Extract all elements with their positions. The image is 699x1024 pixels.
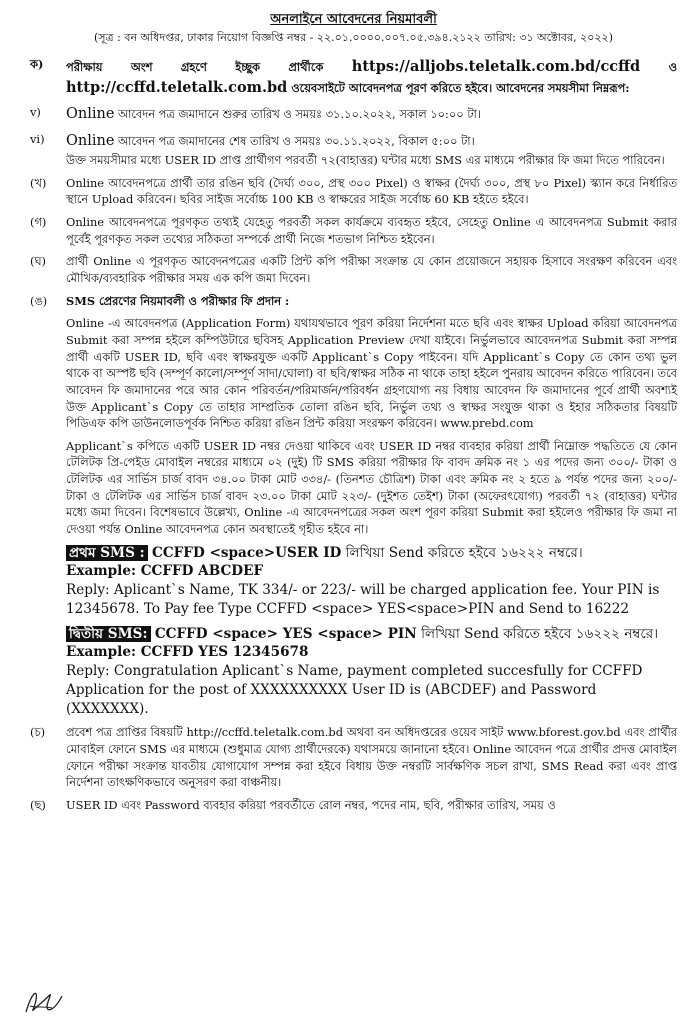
source-reference: (সূত্র : বন অধিদপ্তর, ঢাকার নিয়োগ বিজ্ঞপ্তি নম্বর - ২২.০১.০০০০.০০৭.০৫.৩৯৪.২১২২ তারিখ: ৩১ অক্টোবর, ২০২২) (93, 30, 613, 44)
first-sms-example: Example: CCFFD ABCDEF (66, 563, 264, 580)
item-text (66, 56, 677, 98)
fee-paragraph: Applicant`s কপিতে একটি USER ID নম্বর দেওয়া থাকিবে এবং USER ID নম্বর ব্যবহার করিয়া প্রার্থী নিম্নোক্ত পদ্ধতিতে যে কোন টেলিটক প্রি-পেইড মোবাইল নম্বরের মাধ্যমে ০২ (দুই) টি SMS করিয়া পরীক্ষার ফি বাবদ ক্রমিক নং ১ এর পদের জন্য ৩০০/- টাকা ও টেলিটক এর সার্ভিস চার্জ বাবদ ৩৪.০০ টাকা মোট ৩৩৪/- (তিনশত চৌত্রিশ) টাকা এবং ক্রমিক নং ২ হতে ৯ পর্যন্ত পদের জন্য ২০০/- টাকা ও টেলিটক এর সার্ভিস চার্জ বাবদ ২৩.০০ টাকা মোট ২২৩/- (দুইশত তেইশ) টাকা (অফেরৎযোগ্য) পরবর্তী ৭২ (বাহাত্তর) ঘন্টার মধ্যে জমা দিবেন। বিশেষভাবে উল্লেখ্য, Online -এ আবেদনপত্রের সকল অংশ পূরণ করিয়া Submit করা হইলেও পরীক্ষার ফি জমা না দেওয়া পর্যন্ত Online আবেদনপত্র কোন অবস্থাতেই গৃহীত হইবে না। (66, 438, 677, 536)
second-sms-example: Example: CCFFD YES 12345678 (66, 644, 309, 661)
item-marker: (ছ) (30, 797, 46, 812)
item-uma (30, 293, 677, 310)
application-paragraph (66, 315, 677, 431)
sms-deadline-note: উক্ত সময়সীমার মধ্যে USER ID প্রাপ্ত প্রার্থীগণ পরবর্তী ৭২(বাহাত্তর) ঘন্টার মধ্যে SMS এর মাধ্যমে পরীক্ষার ফি জমা দিতে পারিবেন। (66, 153, 665, 168)
item-text: প্রার্থী Online এ পূরণকৃত আবেদনপত্রের একটি প্রিন্ট কপি পরীক্ষা সংক্রান্ত যে কোন প্রয়োজনে সহায়ক হিসাবে সংরক্ষণ করিবেন এবং মৌখিক/ব্যবহারিক পরীক্ষার সময় এক কপি জমা দিবেন। (66, 254, 677, 286)
online-term: Online (66, 105, 115, 122)
watermark-text: www.prebd.com (440, 416, 534, 431)
item-marker: v) (30, 104, 41, 119)
second-sms-label: দ্বিতীয় SMS: (66, 626, 151, 642)
item-cha (30, 724, 677, 791)
item-text: প্রবেশ পত্র প্রাপ্তির বিষয়টি http://ccffd.teletalk.com.bd অথবা বন অধিদপ্তরের ওয়েব সাইট www.bforest.gov.bd এবং প্রার্থীর মোবাইল ফোনে SMS এর মাধ্যমে (শুধুমাত্র যোগ্য প্রার্থীদেরকে) যথাসময়ে জানানো হইবে। Online আবেদন পত্রে প্রার্থীর প্রদত্ত মোবাইল ফোনে পরীক্ষা সংক্রান্ত যাবতীয় যোগাযোগ সম্পন্ন করা হইবে বিধায় উক্ত নম্বরটি সার্বক্ষণিক সচল রাখা, SMS Read করা এবং প্রাপ্ত নির্দেশনা তাৎক্ষণিকভাবে অনুসরণ করা বাঞ্চনীয়। (66, 725, 677, 790)
item-marker: vi) (30, 132, 45, 147)
application-paragraph-text: Online -এ আবেদনপত্র (Application Form) যথাযথভাবে পূরণ করিয়া নির্দেশনা মতে ছবি এবং স্বাক্ষর Upload করিয়া আবেদনপত্র Submit করা সম্পন্ন হইলে কম্পিউটারে ছবিসহ Application Preview দেখা যাইবে। নির্ভুলভাবে আবেদনপত্র Submit করা সম্পন্ন প্রার্থী একটি USER ID, ছবি এবং স্বাক্ষরযুক্ত একটি Applicant`s Copy পাইবেন। যদি Applicant`s Copy তে কোন তথ্য ভুল থাকে বা অস্পষ্ট ছবি (সম্পূর্ণ কালো/সম্পূর্ণ সাদা/ঘোলা) বা ছবি/স্বাক্ষর সঠিক না থাকে তাহা হইলে পুনরায় আবেদন করিতে পারিবেন। তবে আবেদন ফি জমাদানের পরে আর কোন পরিবর্তন/পরিমার্জন/পরিবর্ধন গ্রহণযোগ্য নয় বিধায় আবেদন ফি জমাদানের পূর্বে প্রার্থী অবশ্যই উক্ত Applicant`s Copy তে তাহার সাম্প্রতিক তোলা রঙিন ছবি, নির্ভুল তথ্য ও স্বাক্ষর সংযুক্ত থাকা ও ইহার সঠিকতার বিষয়টি পিডিএফ কপি ডাউনলোডপূর্বক নিশ্চিত করিয়া রঙিন প্রিন্ট করিয়া সংরক্ষণ করিবেন। (66, 316, 677, 431)
item-gha (30, 253, 677, 286)
item-marker: (চ) (30, 725, 46, 740)
ka-conjunction: ও (668, 59, 678, 74)
ccffd-link[interactable]: http://ccffd.teletalk.com.bd (66, 78, 288, 96)
first-sms-line (66, 544, 677, 563)
item-v (30, 104, 677, 125)
item-text: USER ID এবং Password ব্যবহার করিয়া পরবর্তীতে রোল নম্বর, পদের নাম, ছবি, পরীক্ষার তারিখ, সময় ও (66, 797, 556, 812)
item-marker: (খ) (30, 175, 47, 190)
start-date-text: আবেদন পত্র জমাদানে শুরুর তারিখ ও সময়ঃ ৩১.১০.২০২২, সকাল ১০:০০ টা। (118, 106, 481, 121)
item-text (66, 131, 677, 169)
item-marker: ক) (30, 56, 44, 71)
item-ka (30, 56, 677, 98)
item-text: Online আবেদনপত্রে পূরণকৃত তথ্যই যেহেতু পরবর্তী সকল কার্যক্রমে ব্যবহৃত হইবে, সেহেতু Online এ আবেদনপত্র Submit করার পূর্বেই পূরণকৃত সকল তথ্যের সঠিকতা সম্পর্কে প্রার্থী নিজে শতভাগ নিশ্চিত হইবেন। (66, 215, 677, 246)
item-marker: (ঘ) (30, 254, 46, 269)
signature-icon (22, 982, 64, 1018)
sms-section-heading: SMS প্রেরণের নিয়মাবলী ও পরীক্ষার ফি প্রদান : (66, 293, 290, 308)
item-chha (30, 797, 677, 814)
first-sms-label: প্রথম SMS : (66, 545, 148, 561)
second-sms-reply: Reply: Congratulation Aplicant`s Name, payment completed succesfully for CCFFD Application for the post of XXXXXXXXXX User ID is (ABCDEF) and Password (XXXXXXX). (66, 663, 643, 717)
item-vi (30, 131, 677, 169)
item-kha (30, 175, 677, 208)
ka-outro: ওয়েবসাইটে আবেদনপত্র পূরণ করিতে হইবে। আবেদনের সময়সীমা নিম্নরূপ: (291, 80, 630, 95)
end-date-text: আবেদন পত্র জমাদানের শেষ তারিখ ও সময়ঃ ৩০.১১.২০২২, বিকাল ৫:০০ টা। (118, 134, 475, 149)
item-ga (30, 214, 677, 247)
first-sms-instruction: লিখিয়া Send করিতে হইবে ১৬২২২ নম্বরে। (345, 544, 583, 561)
item-text: Online আবেদনপত্রে প্রার্থী তার রঙিন ছবি (দৈর্ঘ্য ৩০০, প্রস্থ ৩০০ Pixel) ও স্বাক্ষর (দৈর্ঘ্য ৩০০, প্রস্থ ৮০ Pixel) স্ক্যান করে নির্ধারিত স্থানে Upload করিবেন। ছবির সাইজ সর্বোচ্চ 100 KB ও স্বাক্ষরের সাইজ সর্বোচ্চ 60 KB হইতে হইবে। (66, 175, 678, 207)
alljobs-link[interactable]: https://alljobs.teletalk.com.bd/ccffd (351, 57, 641, 75)
first-sms-command: CCFFD <space>USER ID (152, 544, 342, 561)
item-marker: (ঙ) (30, 293, 48, 308)
second-sms-line (66, 625, 677, 644)
second-sms-command: CCFFD <space> YES <space> PIN (154, 625, 417, 642)
first-sms-reply: Reply: Aplicant`s Name, TK 334/- or 223/- will be charged application fee. Your PIN is 12345678. To Pay fee Type CCFFD <space> YES<space>PIN and Send to 16222 (66, 582, 660, 617)
item-marker: (গ) (30, 215, 47, 230)
online-term: Online (66, 133, 115, 150)
page-title: অনলাইনে আবেদনের নিয়মাবলী (270, 12, 437, 27)
second-sms-instruction: লিখিয়া Send করিতে হইবে ১৬২২২ নম্বরে। (421, 625, 659, 642)
item-text (66, 104, 677, 125)
ka-intro: পরীক্ষায় অংশ গ্রহণে ইচ্ছুক প্রার্থীকে (66, 59, 324, 74)
